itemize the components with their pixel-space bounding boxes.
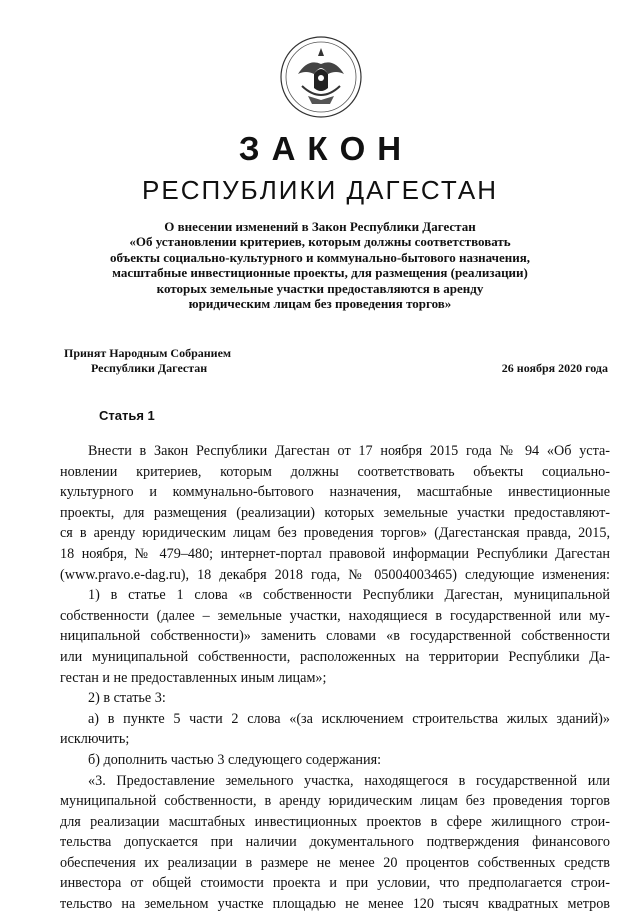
law-title: ЗАКОН xyxy=(238,130,414,167)
body-line: 1) в статье 1 слова «в собственности Республики Дагестан, муниципальной xyxy=(88,587,610,604)
body-line: муниципальной собственности, в аренду юридическим лицам без проведения торгов xyxy=(60,793,610,810)
body-line: обеспечения их реализации в размере не менее 20 процентов собственных средств xyxy=(60,854,610,871)
body-line: (www.pravo.e-dag.ru), 18 декабря 2018 года, № 05004003465) следующие изменения: xyxy=(60,566,610,583)
body-line: гестан и не предоставленных иным лицам»; xyxy=(60,669,327,686)
subtitle-line: О внесении изменений в Закон Республики Дагестан xyxy=(164,219,476,234)
body-line: инвестора от общей стоимости проекта и при условии, что предполагается строи- xyxy=(60,875,610,892)
subtitle-line: юридическим лицам без проведения торгов» xyxy=(188,296,452,312)
body-line: б) дополнить частью 3 следующего содержания: xyxy=(88,751,382,768)
body-line: или муниципальной собственности, расположенных на территории Республики Да- xyxy=(60,648,610,665)
body-line: проекты, для размещения (реализации) которых земельные участки предоставляют- xyxy=(60,504,610,521)
subtitle-line: масштабные инвестиционные проекты, для размещения (реализации) xyxy=(112,265,528,281)
adoption-block xyxy=(64,346,231,376)
subtitle-line: которых земельные участки предоставляются в аренду xyxy=(156,280,484,296)
republic-title: РЕСПУБЛИКИ ДАГЕСТАН xyxy=(142,175,498,205)
body-line: ниципальной собственности)» заменить словами «в государственной собственности xyxy=(60,628,610,645)
adoption-line-1: Принят Народным Собранием xyxy=(64,346,232,360)
body-line: культурного и коммунально-бытового назначения, масштабные инвестиционные xyxy=(60,484,610,501)
body-line: 2) в статье 3: xyxy=(88,690,166,707)
adoption-date: 26 ноября 2020 года xyxy=(501,361,608,375)
body-line: 18 ноября, № 479–480; интернет-портал правовой информации Республики Дагестан xyxy=(60,545,610,562)
law-subtitle xyxy=(60,219,580,311)
article-title: Статья 1 xyxy=(99,408,155,423)
subtitle-line: объекты социально-культурного и коммунально-бытового назначения, xyxy=(109,249,531,265)
adoption-line-2: Республики Дагестан xyxy=(91,361,208,375)
body-line: собственности (далее – земельные участки, находящиеся в государственной или му- xyxy=(60,607,610,624)
body-line: тельство на земельном участке площадью не менее 120 тысяч квадратных метров xyxy=(60,896,610,913)
body-line: а) в пункте 5 части 2 слова «(за исключением строительства жилых зданий)» xyxy=(88,710,610,727)
body-line: Внести в Закон Республики Дагестан от 17 ноября 2015 года № 94 «Об уста- xyxy=(88,443,610,459)
body-line: ся в аренду юридическим лицам без проведения торгов» (Дагестанская правда, 2015, xyxy=(60,525,610,542)
body-line: для реализации масштабных инвестиционных проектов в сфере жилищного строи- xyxy=(60,813,610,830)
subtitle-line: «Об установлении критериев, которым должны соответствовать xyxy=(129,234,511,250)
body-line: «3. Предоставление земельного участка, находящегося в государственной или xyxy=(88,772,610,789)
body-line: исключить; xyxy=(60,731,130,748)
article-body xyxy=(60,441,610,915)
coat-of-arms-emblem xyxy=(278,34,364,120)
body-line: тельства допускается при наличии документального подтверждения финансового xyxy=(60,834,610,851)
body-line: новлении критериев, которым должны соответствовать объекты социально- xyxy=(60,463,610,480)
